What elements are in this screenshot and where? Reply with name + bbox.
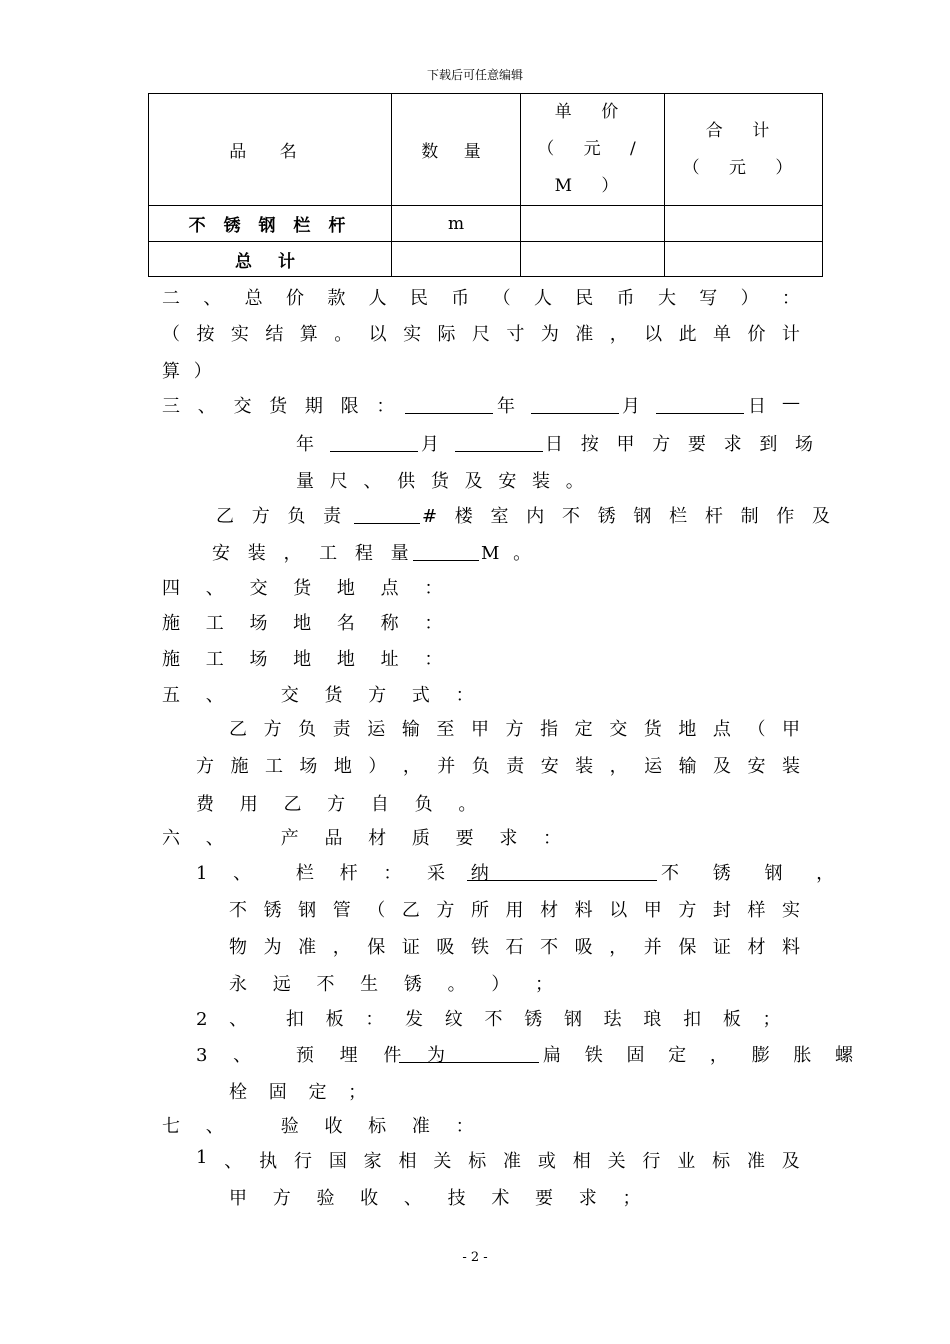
party-b-prefix: 乙 方 负 责 bbox=[216, 506, 348, 527]
char: 材 bbox=[540, 900, 559, 921]
char: 单 bbox=[713, 324, 731, 345]
char: 甲 bbox=[782, 719, 800, 740]
item-unit-price-cell bbox=[521, 206, 665, 242]
char: 民 bbox=[575, 288, 594, 309]
char: 准 bbox=[298, 937, 317, 958]
col-unit-price-header bbox=[521, 94, 665, 206]
char: ， bbox=[609, 937, 628, 958]
char: 保 bbox=[367, 937, 386, 958]
item-name-cell: 不 锈 钢 栏 杆 bbox=[149, 206, 392, 242]
char: （ bbox=[492, 288, 511, 309]
price-table bbox=[148, 93, 823, 277]
char: 货 bbox=[643, 719, 662, 740]
char: 负 bbox=[298, 719, 317, 740]
char: 民 bbox=[409, 288, 428, 309]
char: 实 bbox=[782, 900, 800, 921]
char: 并 bbox=[643, 937, 662, 958]
grand-total-label: 总 计 bbox=[149, 242, 392, 277]
char: 钢 bbox=[298, 900, 317, 921]
char: 按 bbox=[196, 324, 215, 345]
item-qty-cell: m bbox=[392, 206, 521, 242]
unit-price-unit-b: M ） bbox=[554, 176, 631, 196]
page-header: 下载后可任意编辑 bbox=[426, 68, 523, 82]
char: 证 bbox=[712, 937, 731, 958]
char: 点 bbox=[712, 719, 731, 740]
delivery-method-line-1 bbox=[229, 715, 800, 749]
char: 指 bbox=[540, 719, 559, 740]
char: 家 bbox=[363, 1151, 382, 1172]
char: 至 bbox=[436, 719, 455, 740]
site-name-label: 施 工 场 地 名 称 ： bbox=[162, 613, 453, 634]
char: 业 bbox=[677, 1151, 696, 1172]
char: 执 bbox=[259, 1151, 278, 1172]
char: 材 bbox=[747, 937, 766, 958]
char: 所 bbox=[470, 900, 489, 921]
char: 地 bbox=[678, 719, 697, 740]
start-month-blank bbox=[531, 397, 619, 414]
char: 或 bbox=[537, 1151, 556, 1172]
end-year-char: 年 bbox=[296, 434, 314, 455]
char: 。 bbox=[334, 324, 353, 345]
char: 甲 bbox=[470, 719, 489, 740]
end-day-blank bbox=[455, 435, 543, 452]
unit-price-label: 单 价 bbox=[554, 102, 631, 122]
char: ， bbox=[609, 756, 628, 777]
char: 工 bbox=[264, 756, 283, 777]
char: 国 bbox=[328, 1151, 347, 1172]
delivery-period-label: 三 、 交 货 期 限 ： bbox=[162, 396, 401, 417]
char: ） bbox=[740, 288, 759, 309]
char: 此 bbox=[678, 324, 697, 345]
char: 行 bbox=[293, 1151, 312, 1172]
char: 价 bbox=[285, 288, 304, 309]
char: 方 bbox=[436, 900, 455, 921]
delivery-method-heading: 五 、 交 货 方 式 ： bbox=[162, 685, 484, 706]
char: 石 bbox=[505, 937, 524, 958]
char: 大 bbox=[657, 288, 676, 309]
char: 准 bbox=[503, 1151, 522, 1172]
char: 以 bbox=[609, 900, 628, 921]
char: 结 bbox=[265, 324, 284, 345]
char: 不 bbox=[229, 900, 247, 921]
char: 方 bbox=[505, 719, 524, 740]
delivery-requirement: 日 按 甲 方 要 求 到 场 bbox=[545, 434, 820, 455]
char: 吸 bbox=[574, 937, 593, 958]
char: 总 bbox=[244, 288, 263, 309]
char: 际 bbox=[437, 324, 456, 345]
char: 责 bbox=[506, 756, 525, 777]
railing-material-line-2 bbox=[229, 896, 800, 930]
char: 关 bbox=[607, 1151, 626, 1172]
char: 甲 bbox=[643, 900, 662, 921]
quantity-blank bbox=[413, 544, 479, 561]
char: 负 bbox=[471, 756, 490, 777]
char: 为 bbox=[263, 937, 282, 958]
char: 币 bbox=[451, 288, 470, 309]
char: 标 bbox=[712, 1151, 731, 1172]
party-b-scope: # 楼 室 内 不 锈 钢 栏 杆 制 作 及 bbox=[422, 506, 837, 527]
embedded-part-label: 3 、 预 埋 件 为 bbox=[196, 1045, 456, 1066]
embedded-part-blank bbox=[399, 1046, 539, 1063]
char: ） bbox=[368, 756, 387, 777]
char: 并 bbox=[437, 756, 456, 777]
acceptance-item-1 bbox=[196, 1147, 800, 1181]
char: 方 bbox=[678, 900, 697, 921]
cover-plate-line: 2 、 扣 板 ： 发 纹 不 锈 钢 珐 琅 扣 板 ； bbox=[196, 1009, 789, 1030]
char: 相 bbox=[398, 1151, 417, 1172]
table-row bbox=[149, 242, 823, 277]
char: 责 bbox=[332, 719, 351, 740]
item-total-cell bbox=[665, 206, 823, 242]
acceptance-item-1-line-2: 甲 方 验 收 、 技 术 要 求 ； bbox=[229, 1188, 651, 1209]
page-number: - 2 - bbox=[462, 1250, 488, 1265]
total-label: 合 计 bbox=[705, 120, 782, 141]
char: 料 bbox=[574, 900, 593, 921]
char: 安 bbox=[747, 756, 766, 777]
char: 以 bbox=[368, 324, 387, 345]
char: 关 bbox=[433, 1151, 452, 1172]
char: 铁 bbox=[470, 937, 489, 958]
char: 证 bbox=[401, 937, 420, 958]
day-char: 日 bbox=[748, 396, 766, 417]
char: 装 bbox=[575, 756, 594, 777]
col-name-header: 品 名 bbox=[149, 94, 392, 206]
char: 标 bbox=[468, 1151, 487, 1172]
railing-material-label: 1 、 栏 杆 ： 采 纳 bbox=[196, 863, 499, 884]
char: （ bbox=[162, 324, 180, 345]
end-month-char: 月 bbox=[421, 434, 439, 455]
col-qty-header: 数 量 bbox=[392, 94, 521, 206]
char: 乙 bbox=[401, 900, 420, 921]
char: 准 bbox=[575, 324, 594, 345]
unit-price-unit-a: （ 元 / bbox=[537, 139, 648, 159]
char: 装 bbox=[781, 756, 800, 777]
table-header-row bbox=[149, 94, 823, 206]
char: 用 bbox=[505, 900, 524, 921]
railing-material-line-4: 永 远 不 生 锈 。 ） ； bbox=[229, 974, 564, 995]
char: ， bbox=[332, 937, 351, 958]
char: 以 bbox=[644, 324, 663, 345]
char: 算 bbox=[299, 324, 318, 345]
char: 准 bbox=[746, 1151, 765, 1172]
start-day-blank bbox=[656, 397, 744, 414]
char: 输 bbox=[401, 719, 420, 740]
char: 实 bbox=[403, 324, 422, 345]
embedded-part-line-2: 栓 固 定 ； bbox=[229, 1082, 375, 1103]
char: 运 bbox=[367, 719, 386, 740]
year-char: 年 bbox=[497, 396, 515, 417]
month-char: 月 bbox=[622, 396, 640, 417]
char: 款 bbox=[327, 288, 346, 309]
railing-material-type: 不 锈 钢 ， bbox=[661, 863, 849, 884]
settlement-note-line bbox=[162, 320, 800, 354]
char: 相 bbox=[572, 1151, 591, 1172]
char: 管 bbox=[332, 900, 351, 921]
char: 实 bbox=[230, 324, 249, 345]
char: 料 bbox=[782, 937, 800, 958]
range-dash: — bbox=[782, 392, 800, 413]
measure-install-line: 量 尺 、 供 货 及 安 装 。 bbox=[296, 471, 589, 492]
char: 交 bbox=[609, 719, 628, 740]
delivery-method-line-2 bbox=[196, 752, 800, 786]
char: 及 bbox=[781, 1151, 800, 1172]
char: ： bbox=[781, 288, 800, 309]
settlement-note-tail: 算 ） bbox=[162, 361, 216, 382]
char: 地 bbox=[333, 756, 352, 777]
char: 人 bbox=[368, 288, 387, 309]
total-price-line bbox=[162, 284, 800, 318]
railing-material-line-3 bbox=[229, 933, 800, 967]
col-total-header bbox=[665, 94, 823, 206]
char: 行 bbox=[642, 1151, 661, 1172]
char: 币 bbox=[616, 288, 635, 309]
char: 输 bbox=[678, 756, 697, 777]
grand-total-qty bbox=[392, 242, 521, 277]
char: 方 bbox=[263, 719, 282, 740]
char: 及 bbox=[713, 756, 732, 777]
char: 寸 bbox=[506, 324, 525, 345]
char: ， bbox=[609, 324, 628, 345]
table-row bbox=[149, 206, 823, 242]
char: 样 bbox=[747, 900, 766, 921]
start-year-blank bbox=[405, 397, 493, 414]
grand-total-amount bbox=[665, 242, 823, 277]
install-quantity-label: 安 装 ， 工 程 量 bbox=[212, 543, 415, 564]
char: 价 bbox=[747, 324, 766, 345]
grand-total-unit-price bbox=[521, 242, 665, 277]
building-number-blank bbox=[354, 507, 420, 524]
end-month-blank bbox=[330, 435, 418, 452]
char: 写 bbox=[699, 288, 718, 309]
char: ， bbox=[402, 756, 421, 777]
char: 为 bbox=[540, 324, 559, 345]
char: 尺 bbox=[471, 324, 490, 345]
material-heading: 六 、 产 品 材 质 要 求 ： bbox=[162, 828, 572, 849]
char: 施 bbox=[230, 756, 249, 777]
site-address-label: 施 工 场 地 地 址 ： bbox=[162, 649, 453, 670]
char: （ bbox=[747, 719, 766, 740]
char: 运 bbox=[644, 756, 663, 777]
delivery-location-heading: 四 、 交 货 地 点 ： bbox=[162, 578, 453, 599]
char: 乙 bbox=[229, 719, 247, 740]
char: 保 bbox=[678, 937, 697, 958]
total-unit: （ 元 ） bbox=[682, 157, 805, 178]
delivery-method-line-3: 费 用 乙 方 自 负 。 bbox=[196, 794, 487, 815]
char: （ bbox=[367, 900, 386, 921]
acceptance-heading: 七 、 验 收 标 准 ： bbox=[162, 1116, 484, 1137]
char: 锈 bbox=[263, 900, 282, 921]
char: 、 bbox=[224, 1151, 243, 1172]
char: 计 bbox=[781, 324, 800, 345]
char: 二 bbox=[162, 288, 180, 309]
char: 、 bbox=[203, 288, 222, 309]
char: 定 bbox=[574, 719, 593, 740]
char: 方 bbox=[196, 756, 214, 777]
char: 安 bbox=[540, 756, 559, 777]
char: 人 bbox=[533, 288, 552, 309]
char: 1 bbox=[196, 1147, 208, 1168]
quantity-unit: M 。 bbox=[481, 543, 536, 564]
char: 封 bbox=[712, 900, 731, 921]
char: 物 bbox=[229, 937, 247, 958]
steel-grade-blank bbox=[467, 864, 657, 881]
char: 场 bbox=[299, 756, 318, 777]
char: 不 bbox=[540, 937, 559, 958]
embedded-part-fixing: 扁 铁 固 定 ， 膨 胀 螺 bbox=[543, 1045, 863, 1066]
char: 吸 bbox=[436, 937, 455, 958]
